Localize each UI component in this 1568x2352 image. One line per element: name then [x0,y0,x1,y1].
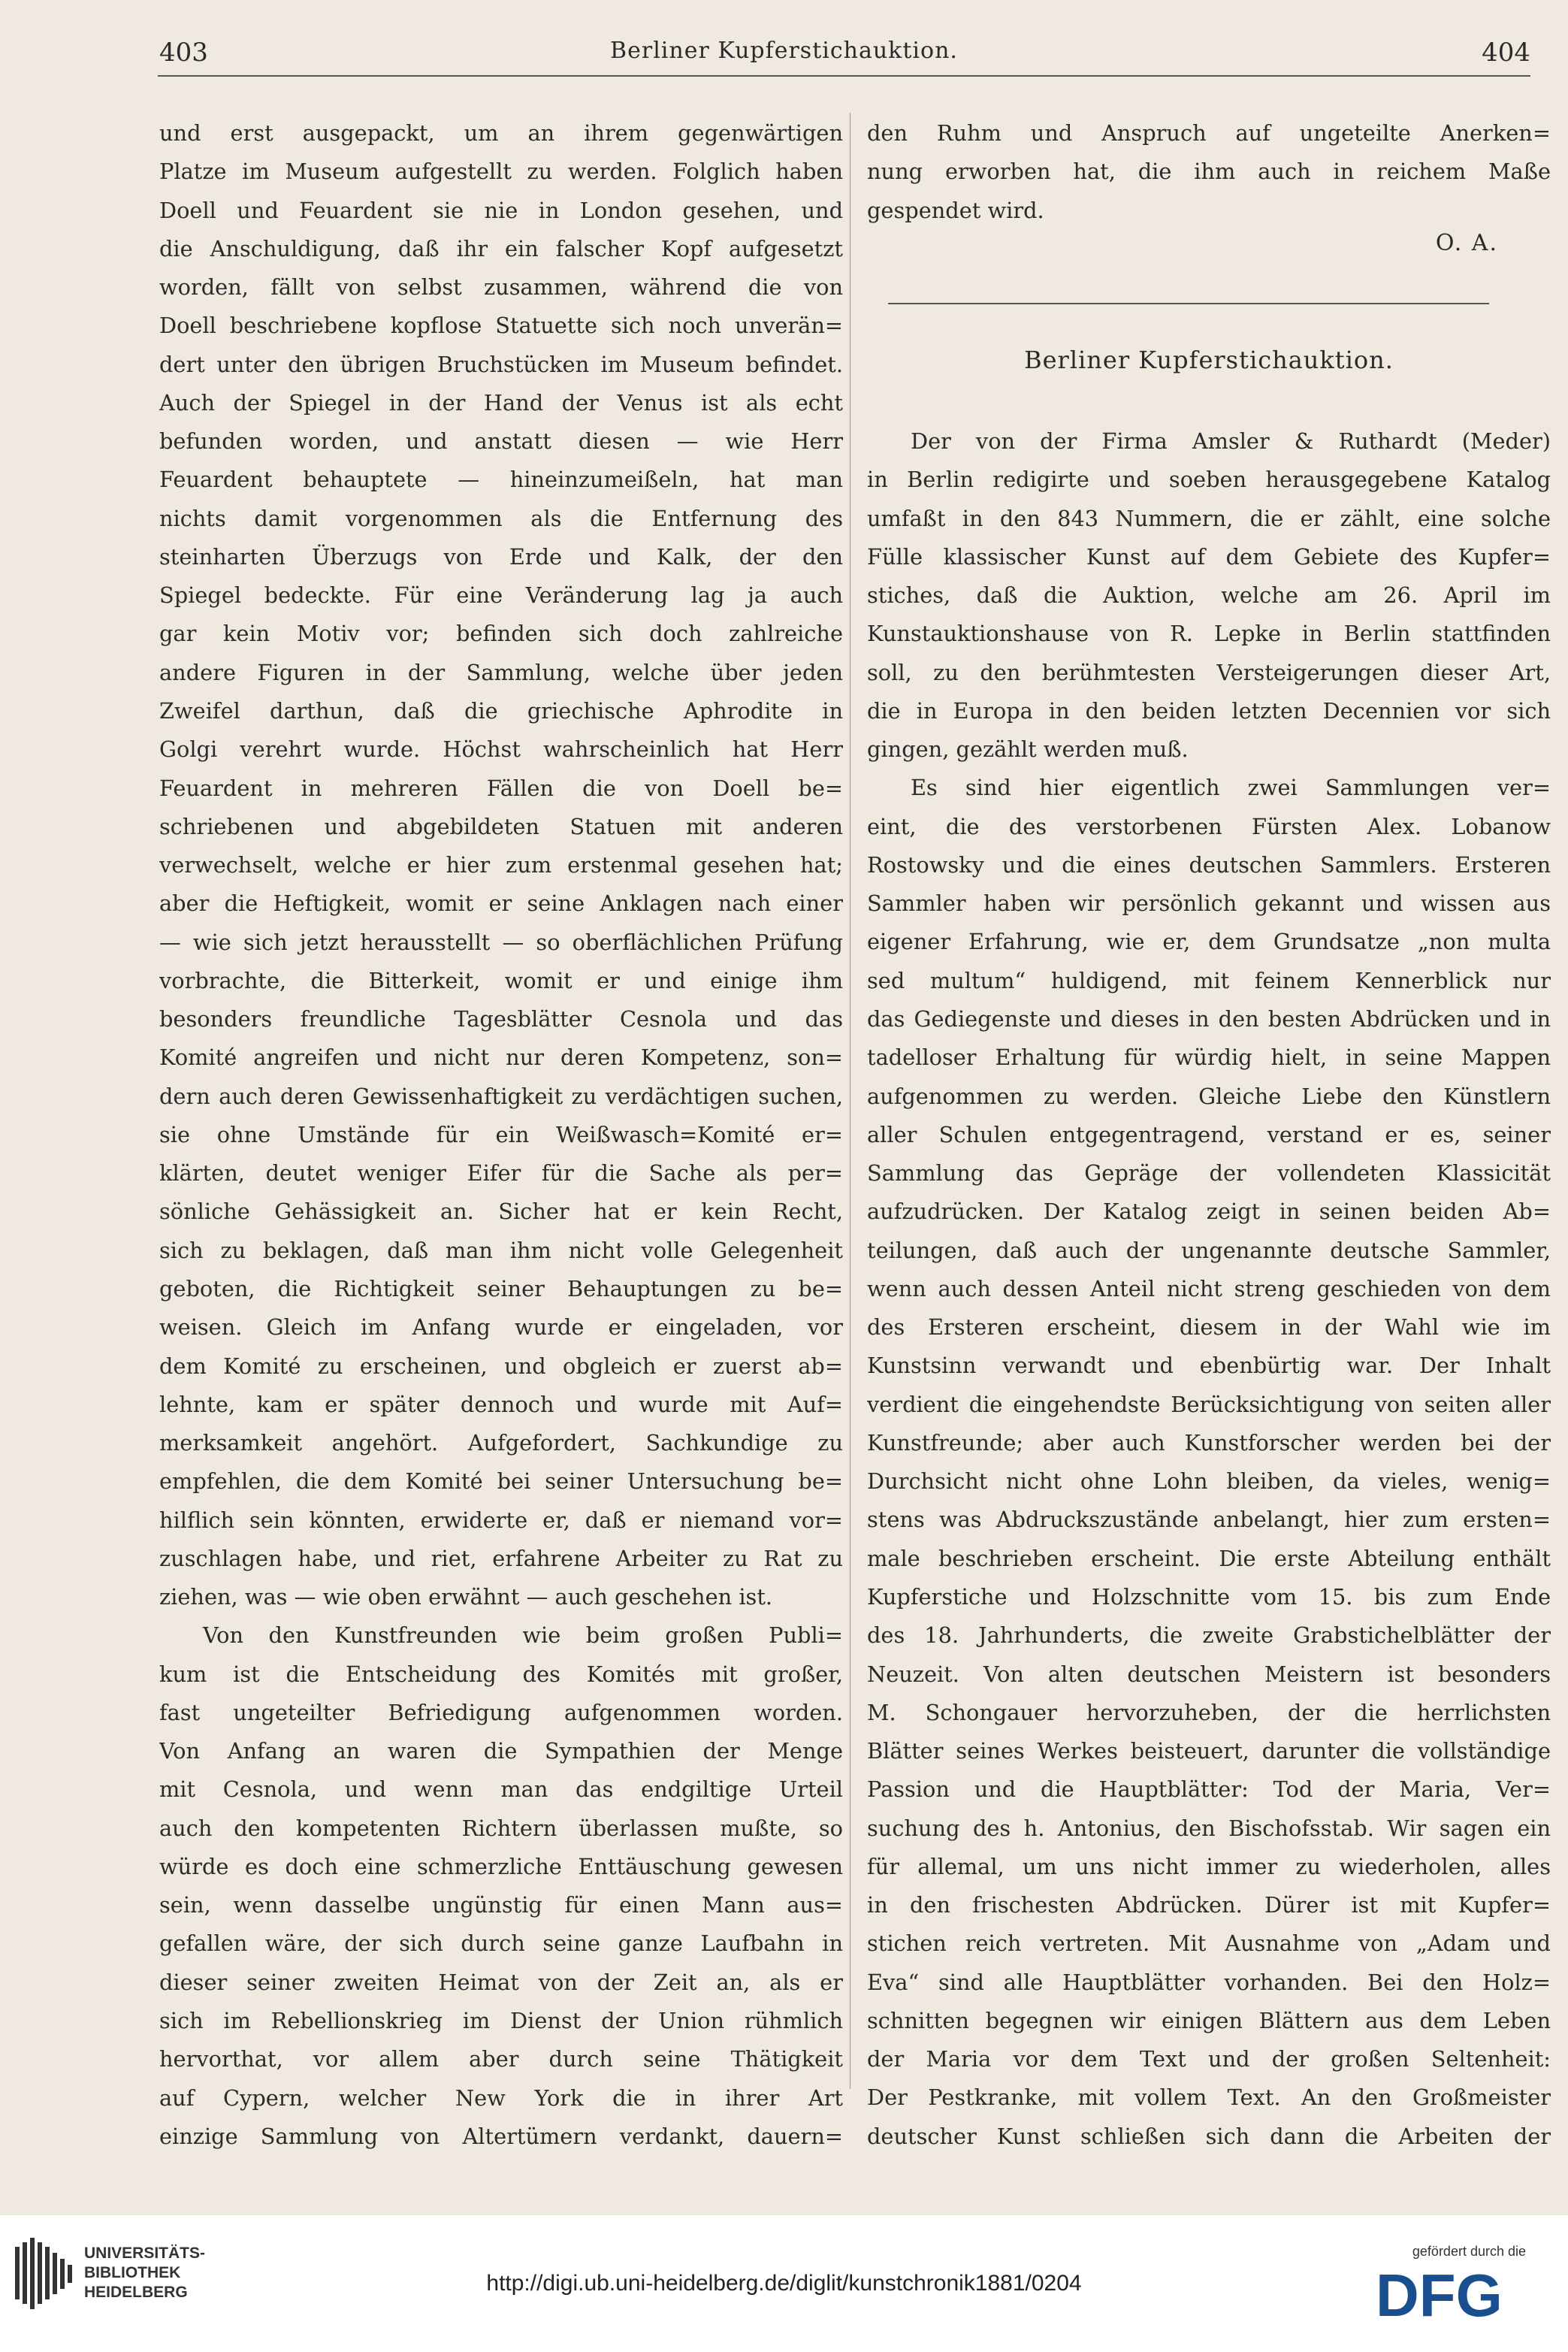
text-line: besonders freundliche Tagesblätter Cesnola und das [159,1006,843,1032]
text-line: die in Europa in den beiden letzten Decennien vor sich [867,697,1551,724]
text-line: den Ruhm und Anspruch auf ungeteilte Anerken= [867,120,1551,146]
text-line: empfehlen, die dem Komité bei seiner Untersuchung be= [159,1468,843,1495]
text-line: Der Pestkranke, mit vollem Text. An den Großmeister [867,2084,1551,2111]
text-line: klärten, deutet weniger Eifer für die Sache als per= [159,1160,843,1187]
author-signature: O. A. [1435,230,1498,256]
text-line: in den frischesten Abdrücken. Dürer ist mit Kupfer= [867,1892,1551,1918]
text-line: Kupferstiche und Holzschnitte vom 15. bis zum Ende [867,1583,1551,1610]
text-line: deutscher Kunst schließen sich dann die Arbeiten der [867,2123,1551,2149]
text-line: des 18. Jahrhunderts, die zweite Grabstichelblätter der [867,1622,1551,1649]
text-line: aller Schulen entgegentragend, verstand er es, seiner [867,1121,1551,1147]
text-line: worden, fällt von selbst zusammen, während die von [159,274,843,301]
text-line: Doell und Feuardent sie nie in London gesehen, und [159,197,843,223]
text-line: gingen, gezählt werden muß. [867,736,1189,763]
text-line: sönliche Gehässigkeit an. Sicher hat er kein Recht, [159,1199,843,1225]
text-line: mit Cesnola, und wenn man das endgiltige Urteil [159,1776,843,1803]
text-line: auf Cypern, welcher New York die in ihrer Art [159,2084,843,2111]
text-line: gar kein Motiv vor; befinden sich doch zahlreiche [159,621,843,647]
text-line: schriebenen und abgebildeten Statuen mit anderen [159,813,843,839]
text-line: Der von der Firma Amsler & Ruthardt (Meder) [911,428,1551,454]
text-line: Zweifel darthun, daß die griechische Aphrodite in [159,697,843,724]
text-line: zuschlagen habe, und riet, erfahrene Arbeiter zu Rat zu [159,1545,843,1571]
right-column-continuation [867,114,1551,230]
text-line: das Gediegenste und dieses in den besten Abdrücken und in [867,1005,1551,1032]
text-line: wenn auch dessen Anteil nicht streng geschieden von dem [867,1275,1551,1301]
text-line: Von den Kunstfreunden wie beim großen Publi= [203,1622,843,1649]
text-line: merksamkeit angehört. Aufgefordert, Sachkundige zu [159,1430,843,1456]
text-line: aufgenommen zu werden. Gleiche Liebe den Künstlern [867,1083,1551,1109]
text-line: Durchsicht nicht ohne Lohn bleiben, da vieles, wenig= [867,1468,1551,1495]
text-line: Eva“ sind alle Hauptblätter vorhanden. Bei den Holz= [867,1969,1551,1995]
text-line: geboten, die Richtigkeit seiner Behauptungen zu be= [159,1275,843,1301]
text-line: für allemal, um uns nicht immer zu wiederholen, alles [867,1853,1551,1879]
source-url-link[interactable]: http://digi.ub.uni-heidelberg.de/diglit/kunstchronik1881/0204 [486,2271,1082,2296]
text-line: hilflich sein könnten, erwiderte er, daß er niemand vor= [159,1507,843,1533]
text-line: hervorthat, vor allem aber durch seine Thätigkeit [159,2046,843,2072]
page-number-right: 404 [1482,38,1530,68]
text-line: Golgi verehrt wurde. Höchst wahrscheinlich hat Herr [159,736,843,763]
text-line: sie ohne Umstände für ein Weißwasch=Komité er= [159,1121,843,1147]
text-line: verdient die eingehendste Berücksichtigung von seiten aller [867,1391,1551,1417]
text-line: stens was Abdruckszustände anbelangt, hier zum ersten= [867,1507,1551,1533]
library-line: BIBLIOTHEK [84,2264,181,2281]
text-line: auch den kompetenten Richtern überlassen mußte, so [159,1815,843,1841]
text-line: Von Anfang an waren die Sympathien der Menge [159,1738,843,1764]
text-line: Feuardent in mehreren Fällen die von Doell be= [159,775,843,801]
article-title: Berliner Kupferstichauktion. [1024,346,1394,374]
text-line: nung erworben hat, die ihm auch in reichem Maße [867,159,1551,185]
text-line: sich im Rebellionskrieg im Dienst der Union rühmlich [159,2008,843,2034]
text-line: des Ersteren erscheint, diesem in der Wahl wie im [867,1314,1551,1341]
text-line: Kunstauktionshause von R. Lepke in Berlin stattfinden [867,621,1551,647]
library-line: UNIVERSITÄTS- [84,2245,206,2262]
text-line: Kunstfreunde; aber auch Kunstforscher werden bei der [867,1429,1551,1456]
text-line: in Berlin redigirte und soeben herausgegebene Katalog [867,467,1551,493]
text-line: steinharten Überzugs von Erde und Kalk, der den [159,543,843,570]
text-line: Sammlung das Gepräge der vollendeten Klassicität [867,1160,1551,1187]
text-line: Es sind hier eigentlich zwei Sammlungen ver= [911,775,1551,801]
text-line: lehnte, kam er später dennoch und wurde mit Auf= [159,1391,843,1417]
text-line: weisen. Gleich im Anfang wurde er eingeladen, vor [159,1314,843,1341]
text-line: dert unter den übrigen Bruchstücken im Museum befindet. [159,351,843,377]
text-line: ziehen, was — wie oben erwähnt — auch geschehen ist. [159,1584,773,1610]
text-line: aber die Heftigkeit, womit er seine Anklagen nach einer [159,890,843,917]
text-line: stiches, daß die Auktion, welche am 26. April im [867,582,1551,609]
text-line: würde es doch eine schmerzliche Enttäuschung gewesen [159,1853,843,1879]
text-line: Neuzeit. Von alten deutschen Meistern ist besonders [867,1661,1551,1687]
text-line: der Maria vor dem Text und der großen Seltenheit: [867,2046,1551,2072]
text-line: Platze im Museum aufgestellt zu werden. Folglich haben [159,159,843,185]
text-line: male beschrieben erscheint. Die erste Abteilung enthält [867,1545,1551,1571]
text-line: schnitten begegnen wir einigen Blättern aus dem Leben [867,2007,1551,2033]
text-line: einzige Sammlung von Altertümern verdankt, dauern= [159,2123,843,2149]
text-line: andere Figuren in der Sammlung, welche über jeden [159,659,843,685]
text-line: dern auch deren Gewissenhaftigkeit zu verdächtigen suchen, [159,1083,843,1109]
section-rule [888,303,1489,304]
text-line: gespendet wird. [867,197,1044,223]
text-line: tadelloser Erhaltung für würdig hielt, in seine Mappen [867,1044,1551,1071]
text-line: vorbrachte, die Bitterkeit, womit er und einige ihm [159,967,843,993]
text-line: umfaßt in den 843 Nummern, die er zählt, eine solche [867,505,1551,531]
text-line: Passion und die Hauptblätter: Tod der Maria, Ver= [867,1776,1551,1803]
text-line: gefallen wäre, der sich durch seine ganze Laufbahn in [159,1930,843,1957]
funding-note: gefördert durch die [1412,2244,1526,2259]
text-line: — wie sich jetzt herausstellt — so oberflächlichen Prüfung [159,929,843,955]
text-line: Kunstsinn verwandt und ebenbürtig war. Der Inhalt [867,1353,1551,1379]
header-rule [158,75,1530,77]
text-line: Blätter seines Werkes beisteuert, darunter die vollständige [867,1738,1551,1764]
text-line: Komité angreifen und nicht nur deren Kompetenz, son= [159,1044,843,1071]
text-line: sed multum“ huldigend, mit feinem Kennerblick nur [867,967,1551,993]
library-line: HEIDELBERG [84,2284,188,2301]
text-line: fast ungeteilter Befriedigung aufgenommen worden. [159,1699,843,1725]
page-number-left: 403 [159,38,208,68]
text-line: Auch der Spiegel in der Hand der Venus ist als echt [159,389,843,416]
text-line: stichen reich vertreten. Mit Ausnahme von „Adam und [867,1930,1551,1957]
text-line: eint, die des verstorbenen Fürsten Alex. Lobanow [867,813,1551,839]
text-line: die Anschuldigung, daß ihr ein falscher Kopf aufgesetzt [159,235,843,262]
text-line: kum ist die Entscheidung des Komités mit großer, [159,1661,843,1687]
text-line: Rostowsky und die eines deutschen Sammlers. Ersteren [867,851,1551,878]
text-line: nichts damit vorgenommen als die Entfernung des [159,505,843,531]
text-line: sein, wenn dasselbe ungünstig für einen Mann aus= [159,1892,843,1918]
text-line: Doell beschriebene kopflose Statuette sich noch unverän= [159,313,843,339]
text-line: Spiegel bedeckte. Für eine Veränderung lag ja auch [159,582,843,609]
right-column-article [867,422,1551,2156]
footer-bar [0,2215,1568,2352]
dfg-logo-text: DFG [1376,2265,1503,2323]
text-line: befunden worden, und anstatt diesen — wie Herr [159,428,843,455]
text-line: Sammler haben wir persönlich gekannt und wissen aus [867,890,1551,917]
text-line: soll, zu den berühmtesten Versteigerungen dieser Art, [867,659,1551,685]
text-line: aufzudrücken. Der Katalog zeigt in seinen beiden Ab= [867,1199,1551,1225]
text-line: M. Schongauer hervorzuheben, der die herrlichsten [867,1699,1551,1725]
text-line: suchung des h. Antonius, den Bischofsstab. Wir sagen ein [867,1815,1551,1841]
left-column [159,114,843,2156]
text-line: und erst ausgepackt, um an ihrem gegenwärtigen [159,120,843,146]
text-line: Fülle klassischer Kunst auf dem Gebiete des Kupfer= [867,543,1551,570]
text-line: teilungen, daß auch der ungenannte deutsche Sammler, [867,1237,1551,1263]
text-line: sich zu beklagen, daß man ihm nicht volle Gelegenheit [159,1237,843,1263]
text-line: verwechselt, welche er hier zum erstenmal gesehen hat; [159,852,843,878]
text-line: Feuardent behauptete — hineinzumeißeln, hat man [159,467,843,493]
dfg-logo-icon [1376,2265,1526,2323]
text-line: dieser seiner zweiten Heimat von der Zeit an, als er [159,1969,843,1995]
running-title: Berliner Kupferstichauktion. [610,38,958,64]
text-line: dem Komité zu erscheinen, und obgleich er zuerst ab= [159,1353,843,1379]
text-line: eigener Erfahrung, wie er, dem Grundsatze „non multa [867,929,1551,955]
